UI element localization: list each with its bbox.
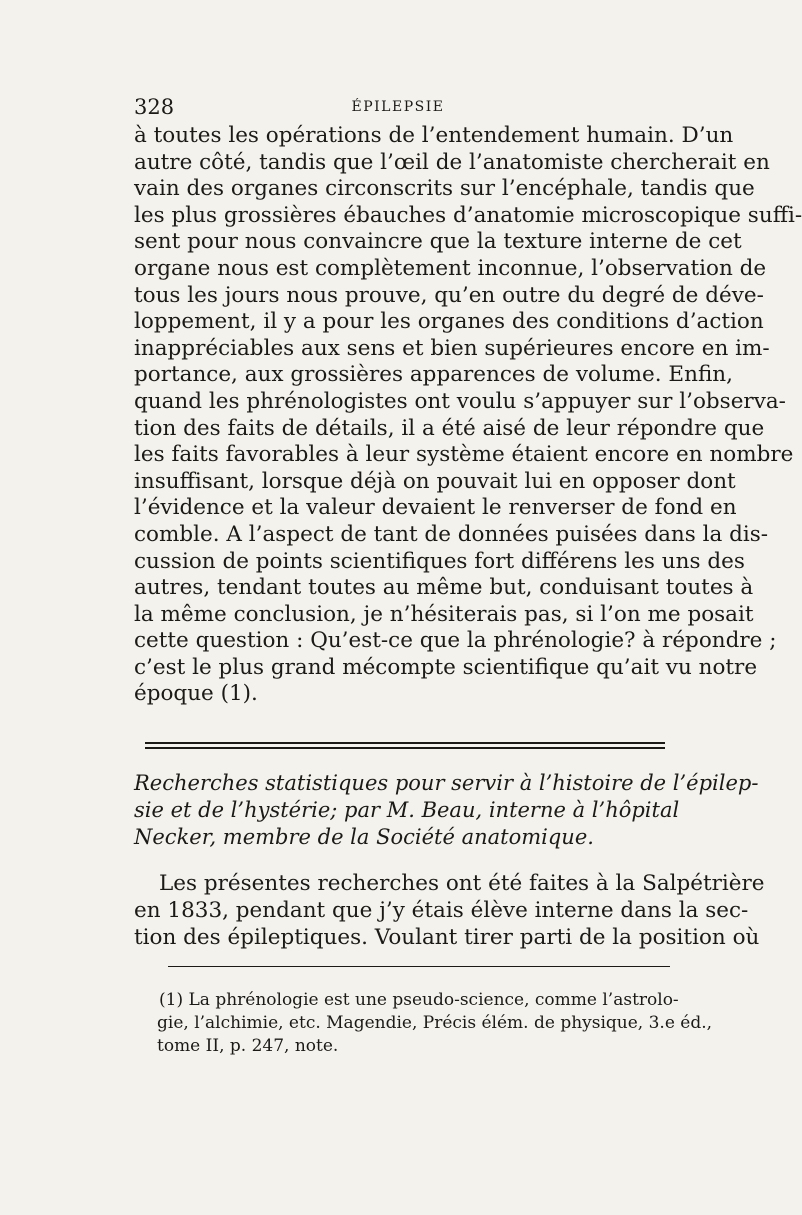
text-line: organe nous est complètement inconnue, l’observation de (134, 255, 767, 281)
section-divider-top (145, 742, 665, 744)
text-line: c’est le plus grand mécompte scientifique qu’ait vu notre (134, 654, 758, 680)
title-line: Necker, membre de la Société anatomique. (134, 825, 594, 849)
article-paragraph (134, 870, 765, 951)
text-line: tion des épileptiques. Voulant tirer parti de la position où (134, 925, 760, 950)
text-line: loppement, il y a pour les organes des conditions d’action (134, 309, 764, 335)
title-line: sie et de l’hystérie; par M. Beau, interne à l’hôpital (134, 798, 680, 822)
text-line: époque (1). (134, 681, 258, 707)
section-divider-bottom (145, 747, 665, 749)
main-paragraph (134, 123, 802, 708)
footnote (157, 989, 713, 1058)
article-title (134, 770, 759, 851)
text-line: tion des faits de détails, il a été aisé de leur répondre que (134, 415, 765, 441)
running-title: ÉPILEPSIE (351, 99, 445, 115)
text-line: l’évidence et la valeur devaient le renverser de fond en (134, 495, 737, 521)
footnote-line: gie, l’alchimie, etc. Magendie, Précis élém. de physique, 3.e éd., (157, 1013, 713, 1033)
footnote-rule (168, 966, 670, 967)
text-line: les plus grossières ébauches d’anatomie microscopique suffi- (134, 202, 802, 228)
page-number: 328 (134, 95, 175, 119)
text-line: quand les phrénologistes ont voulu s’appuyer sur l’observa- (134, 388, 786, 414)
text-line: sent pour nous convaincre que la texture interne de cet (134, 229, 742, 255)
text-line: insuffisant, lorsque déjà on pouvait lui en opposer dont (134, 468, 736, 494)
text-line: tous les jours nous prouve, qu’en outre du degré de déve- (134, 282, 764, 308)
footnote-line: (1) La phrénologie est une pseudo-science, comme l’astrolo- (159, 990, 679, 1010)
title-line: Recherches statistiques pour servir à l’histoire de l’épilep- (134, 771, 759, 795)
text-line: cussion de points scientifiques fort différens les uns des (134, 548, 745, 574)
text-line: inappréciables aux sens et bien supérieures encore en im- (134, 335, 770, 361)
text-line: les faits favorables à leur système étaient encore en nombre (134, 442, 794, 468)
text-line: comble. A l’aspect de tant de données puisées dans la dis- (134, 521, 769, 547)
text-line: autre côté, tandis que l’œil de l’anatomiste chercherait en (134, 149, 770, 175)
text-line: cette question : Qu’est-ce que la phrénologie? à répondre ; (134, 628, 777, 654)
text-line: à toutes les opérations de l’entendement humain. D’un (134, 123, 734, 148)
text-line: portance, aux grossières apparences de volume. Enfin, (134, 362, 733, 388)
text-line: en 1833, pendant que j’y étais élève interne dans la sec- (134, 898, 749, 923)
text-line: vain des organes circonscrits sur l’encéphale, tandis que (134, 176, 755, 202)
page-header (134, 95, 662, 121)
text-line: la même conclusion, je n’hésiterais pas, si l’on me posait (134, 601, 754, 627)
text-line: autres, tendant toutes au même but, conduisant toutes à (134, 575, 754, 601)
text-line: Les présentes recherches ont été faites à la Salpétrière (159, 871, 765, 896)
footnote-line: tome II, p. 247, note. (157, 1036, 339, 1056)
